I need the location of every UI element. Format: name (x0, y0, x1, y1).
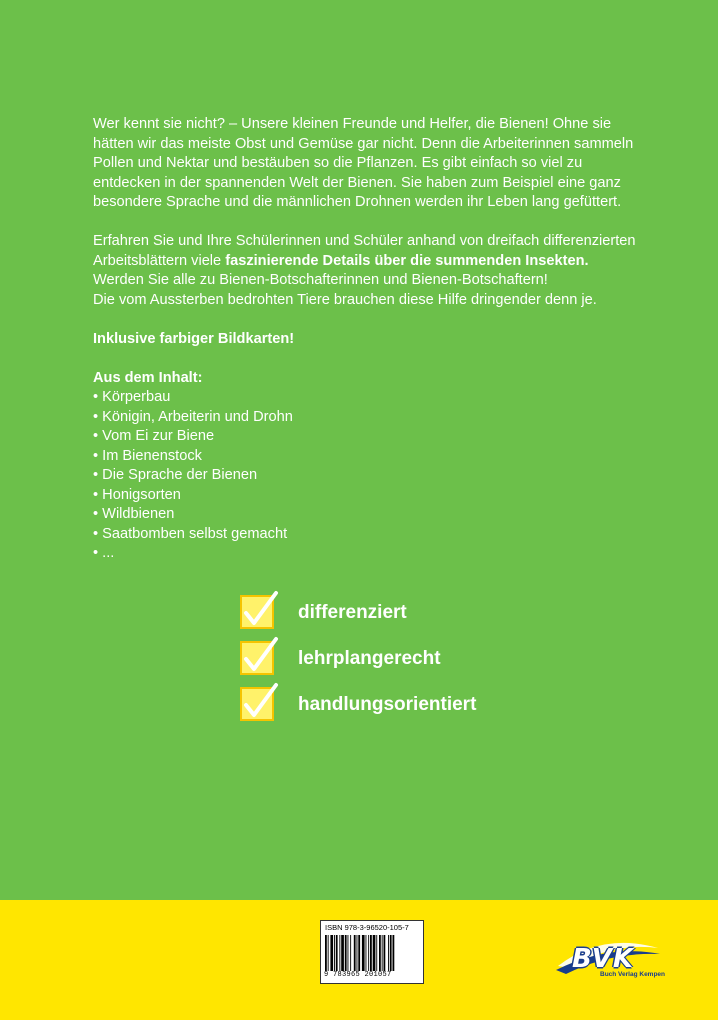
barcode-bar (330, 935, 333, 971)
barcode-bar (354, 935, 356, 971)
barcode-number: 9 783965 201057 (324, 971, 392, 979)
contents-heading: Aus dem Inhalt: (93, 369, 203, 386)
isbn-label: ISBN 978-3-96520-105-7 (325, 923, 409, 932)
contents-list (93, 388, 653, 564)
barcode-bar (388, 935, 389, 971)
barcode-bar (357, 935, 358, 971)
contents-item: • Vom Ei zur Biene (93, 428, 215, 444)
feature-row (240, 592, 600, 638)
publisher-logo (552, 936, 664, 988)
barcode-bar (350, 935, 351, 971)
feature-row (240, 684, 600, 730)
highlight-line: Inklusive farbiger Bildkarten! (93, 330, 295, 347)
barcode-bar (368, 935, 369, 971)
description-text (93, 115, 653, 564)
feature-label: differenziert (298, 602, 407, 623)
barcode-bar (393, 935, 395, 971)
barcode-bar (325, 935, 327, 971)
intro-paragraph: Wer kennt sie nicht? – Unsere kleinen Freunde und Helfer, die Bienen! Ohne sie hätten wir das meiste Obst und Gemüse gar nicht. Denn die Arbeiterinnen sammeln Pollen und Nektar und bestäuben so die Pflanzen. Es gibt einfach so viel zu entdecken in der spannenden Welt der Bienen. Sie haben zum Beispiel eine ganz besondere Sprache und die männlichen Drohnen werden ihr Leben lang gefüttert. (93, 116, 634, 210)
second-paragraph-bold: faszinierende Details über die summenden Insekten. (225, 252, 589, 269)
barcode-bar (390, 935, 392, 971)
feature-label: lehrplangerecht (298, 648, 441, 669)
feature-checklist (240, 592, 600, 730)
barcode-bars (325, 935, 419, 971)
barcode-bar (376, 935, 377, 971)
barcode-bar (370, 935, 372, 971)
second-paragraph-line2: Werden Sie alle zu Bienen-Botschafterinnen und Bienen-Botschaftern! (93, 272, 548, 288)
barcode-bar (382, 935, 383, 971)
barcode-bar (341, 935, 344, 971)
logo-text: BVK (572, 944, 635, 974)
barcode-bar (379, 935, 381, 971)
contents-item: • Wildbienen (93, 506, 175, 522)
barcode-bar (366, 935, 367, 971)
contents-item: • Honigsorten (93, 486, 181, 503)
second-paragraph (93, 232, 653, 310)
barcode (320, 920, 424, 984)
feature-row (240, 638, 600, 684)
barcode-bar (339, 935, 340, 971)
barcode-bar (384, 935, 386, 971)
second-paragraph-start: Erfahren Sie und Ihre Schülerinnen und Schüler anhand von dreifach differenzierten Arbeitsblättern viele (93, 233, 636, 269)
contents-item: • Körperbau (93, 389, 171, 405)
checkmark-icon (240, 595, 274, 629)
barcode-bar (358, 935, 360, 971)
feature-label: handlungsorientiert (298, 694, 477, 715)
checkmark-icon (240, 687, 274, 721)
barcode-bar (362, 935, 365, 971)
contents-item: • Die Sprache der Bienen (93, 467, 258, 483)
contents-item: • Königin, Arbeiterin und Drohn (93, 408, 293, 425)
barcode-bar (334, 935, 335, 971)
barcode-bar (328, 935, 329, 971)
second-paragraph-line3: Die vom Aussterben bedrohten Tiere brauchen diese Hilfe dringender denn je. (93, 291, 597, 308)
barcode-bar (345, 935, 347, 971)
contents-item: • Im Bienenstock (93, 447, 202, 464)
barcode-bar (373, 935, 376, 971)
logo-subtitle: Buch Verlag Kempen (600, 971, 666, 978)
contents-item: • Saatbomben selbst gemacht (93, 525, 288, 542)
contents-item: • ... (93, 545, 115, 561)
checkmark-icon (240, 641, 274, 675)
contents-section (93, 369, 653, 564)
barcode-bar (336, 935, 338, 971)
barcode-bar (348, 935, 349, 971)
